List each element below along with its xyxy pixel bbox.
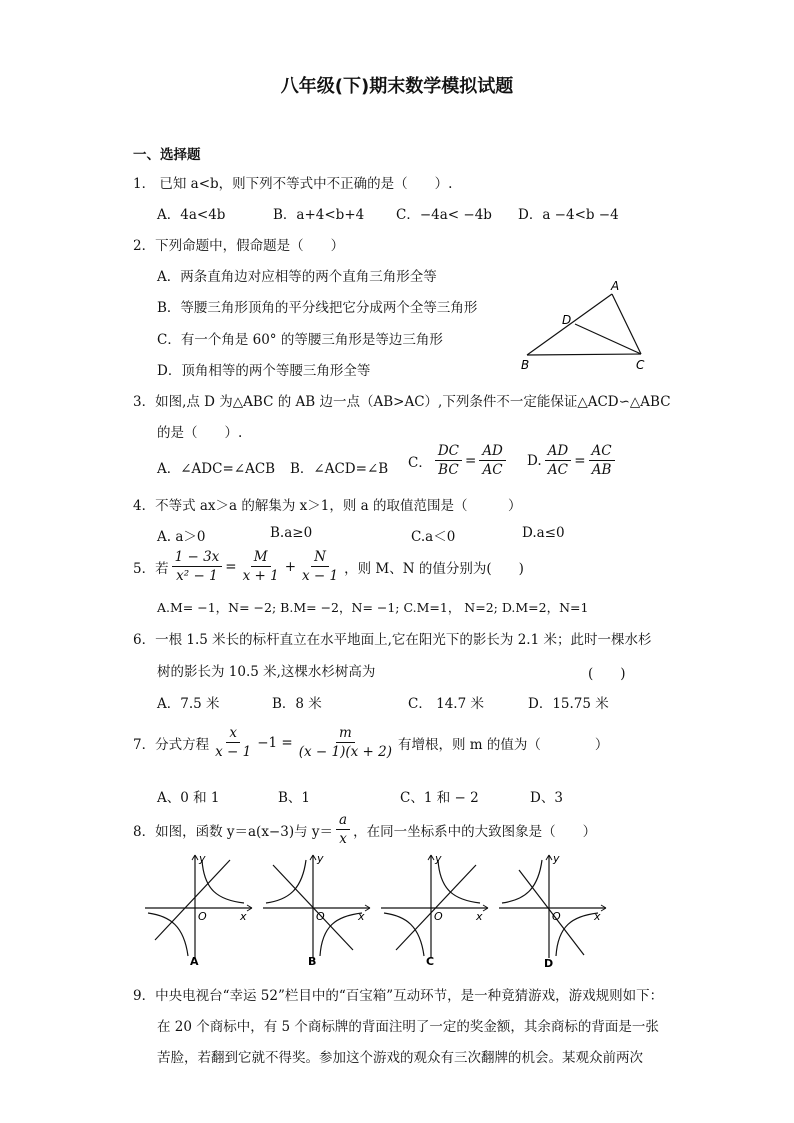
q7-option-b: B、1 bbox=[278, 790, 311, 806]
edge-ac bbox=[612, 294, 641, 354]
graph-d-hyperbola-q2 bbox=[502, 860, 542, 903]
q3d-right-den: AB bbox=[591, 462, 612, 479]
page-title: 八年级(下)期末数学模拟试题 bbox=[280, 76, 514, 97]
graph-d-label: D bbox=[544, 957, 554, 970]
label-d: D bbox=[562, 313, 572, 327]
q3-option-b: B．∠ACD=∠B bbox=[290, 461, 389, 477]
q5-stem: 5．若 $\frac{1 - 3x}{\text{x² − 1}}$ = $\frac{M}{x + 1}$ + $\frac{N}{x - 1}$ ，则 M、N 的值分别为( ) bbox=[133, 549, 524, 585]
q3d-left-num: AD bbox=[545, 444, 572, 461]
graph-a bbox=[145, 852, 252, 968]
q4-option-b: B.a≥0 bbox=[270, 525, 313, 541]
q9-stem-line3: 苦脸，若翻到它就不得奖。参加这个游戏的观众有三次翻牌的机会。某观众前两次 bbox=[157, 1050, 643, 1066]
q2-option-a: A．两条直角边对应相等的两个直角三角形全等 bbox=[157, 269, 437, 285]
section-heading: 一、选择题 bbox=[133, 147, 201, 163]
svg-text:y: y bbox=[317, 852, 324, 865]
q6-option-d: D．15.75 米 bbox=[528, 696, 609, 712]
label-c: C bbox=[636, 358, 645, 372]
q3-option-c: C． $\frac{DC}{BC}$ = $\frac{AD}{AC}$ bbox=[408, 444, 507, 477]
q3d-right-num: AC bbox=[589, 444, 615, 461]
q6-answer-paren: ( ) bbox=[588, 666, 626, 682]
svg-text:y: y bbox=[435, 852, 442, 865]
q1-stem: 1． 已知 a<b，则下列不等式中不正确的是（ ）. bbox=[133, 176, 453, 192]
graph-b bbox=[263, 852, 370, 968]
q3-stem-line2: 的是（ ）. bbox=[157, 425, 243, 441]
q2-option-b: B．等腰三角形顶角的平分线把它分成两个全等三角形 bbox=[157, 300, 478, 316]
q4-option-d: D.a≤0 bbox=[522, 525, 565, 541]
triangle-figure bbox=[515, 278, 655, 374]
q5-options: A.M= −1，N= −2; B.M= −2，N= −1; C.M=1， N=2; D.M=2，N=1 bbox=[157, 600, 589, 615]
graph-a-label: A bbox=[190, 955, 199, 968]
q3-option-d: D. $\frac{AD}{AC}$ = $\frac{AC}{AB}$ bbox=[527, 444, 616, 477]
q4-stem: 4．不等式 ax＞a 的解集为 x＞1，则 a 的取值范围是（ ） bbox=[133, 498, 522, 514]
q7-option-d: D、3 bbox=[530, 790, 563, 806]
svg-text:O: O bbox=[434, 910, 443, 923]
q3c-left-num: DC bbox=[435, 444, 462, 461]
label-b: B bbox=[521, 358, 530, 372]
edge-bc bbox=[527, 354, 641, 355]
q2-stem: 2．下列命题中，假命题是（ ） bbox=[133, 238, 345, 254]
edge-dc bbox=[575, 324, 641, 354]
q1-option-c: C．−4a< −4b bbox=[396, 207, 492, 223]
graph-a-hyperbola-q1 bbox=[202, 860, 244, 903]
q3c-right-num: AD bbox=[479, 444, 506, 461]
q9-stem-line2: 在 20 个商标中，有 5 个商标牌的背面注明了一定的奖金额，其余商标的背面是一张 bbox=[157, 1019, 659, 1035]
graph-c-hyperbola-q3 bbox=[384, 913, 424, 956]
svg-text:y: y bbox=[199, 852, 206, 865]
graph-c bbox=[381, 852, 488, 968]
svg-text:O: O bbox=[198, 910, 207, 923]
q6-stem-line2: 树的影长为 10.5 米,这棵水杉树高为 bbox=[157, 664, 376, 680]
graph-b-label: B bbox=[308, 955, 317, 968]
q2-option-c: C．有一个角是 60° 的等腰三角形是等边三角形 bbox=[157, 332, 443, 348]
q1-option-a: A．4a<4b bbox=[157, 207, 226, 223]
q4-option-c: C.a＜0 bbox=[411, 529, 456, 545]
q6-option-a: A．7.5 米 bbox=[157, 696, 220, 712]
q4-option-a: A. a＞0 bbox=[157, 529, 206, 545]
graph-c-hyperbola-q1 bbox=[438, 860, 480, 903]
q7-stem: 7．分式方程 $\frac{x}{x - 1}$ −1 = $\frac{m}{(x - 1)(x + 2)}$ 有增根，则 m 的值为（ ） bbox=[133, 725, 609, 761]
q3c-right-den: AC bbox=[482, 462, 503, 479]
svg-text:x: x bbox=[240, 910, 247, 923]
q6-stem-line1: 6．一根 1.5 米长的标杆直立在水平地面上,它在阳光下的影长为 2.1 米；此时一棵水杉 bbox=[133, 632, 652, 648]
label-a: A bbox=[611, 279, 620, 293]
graph-b-hyperbola-q2 bbox=[266, 860, 306, 903]
svg-text:O: O bbox=[316, 910, 325, 923]
q3d-left-den: AC bbox=[547, 462, 568, 479]
graph-b-hyperbola-q4 bbox=[320, 913, 362, 956]
q8-stem: 8．如图，函数 y＝a(x−3)与 y＝ $\frac{a}{x}$ ，在同一坐标系中的大致图象是（ ） bbox=[133, 812, 597, 848]
q7-option-c: C、1 和 − 2 bbox=[400, 790, 479, 806]
q1-option-d: D．a −4<b −4 bbox=[518, 207, 619, 223]
graph-d bbox=[499, 852, 606, 970]
svg-text:x: x bbox=[594, 910, 601, 923]
svg-text:y: y bbox=[553, 852, 560, 865]
q9-stem-line1: 9．中央电视台“幸运 52”栏目中的“百宝箱”互动环节，是一种竟猜游戏，游戏规则如下： bbox=[133, 988, 664, 1004]
svg-text:x: x bbox=[476, 910, 483, 923]
q2-option-d: D．顶角相等的两个等腰三角形全等 bbox=[157, 363, 371, 379]
q1-option-b: B．a+4<b+4 bbox=[273, 207, 365, 223]
graph-a-line bbox=[155, 860, 230, 940]
q7-option-a: A、0 和 1 bbox=[157, 790, 220, 806]
q6-option-c: C． 14.7 米 bbox=[408, 696, 484, 712]
svg-text:x: x bbox=[358, 910, 365, 923]
graph-options bbox=[140, 850, 620, 972]
graph-d-hyperbola-q4 bbox=[556, 913, 598, 956]
q6-option-b: B．8 米 bbox=[272, 696, 322, 712]
q3-option-a: A．∠ADC=∠ACB bbox=[157, 461, 276, 477]
q3-stem-line1: 3．如图,点 D 为△ABC 的 AB 边一点（AB>AC）,下列条件不一定能保证△ACD∽△ABC bbox=[133, 394, 671, 410]
svg-text:O: O bbox=[552, 910, 561, 923]
graph-c-label: C bbox=[426, 955, 435, 968]
q3c-left-den: BC bbox=[438, 462, 459, 479]
graph-a-hyperbola-q3 bbox=[148, 913, 188, 956]
